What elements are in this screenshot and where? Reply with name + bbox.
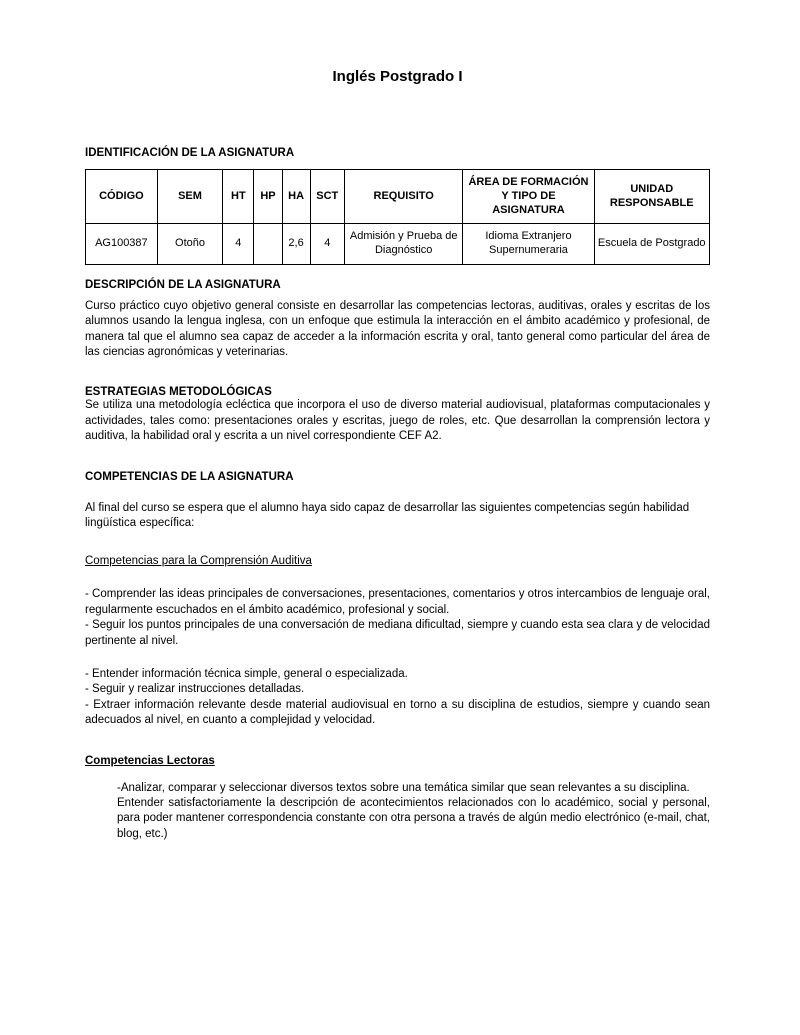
competencias-intro: Al final del curso se espera que el alumno haya sido capaz de desarrollar las siguientes competencias según habilidad lingüística específica: [85,501,690,529]
auditiva-bullets-group2 [85,667,710,729]
subheading-competencias-lectoras: Competencias Lectoras [85,754,215,767]
bullet-item: - Entender información técnica simple, general o especializada. [85,668,408,681]
cell-codigo: AG100387 [86,224,158,265]
bullet-item: - Seguir los puntos principales de una conversación de mediana dificultad, siempre y cuando esta sea clara y de velocidad pertinente al nivel. [85,619,710,647]
table-row [86,224,710,265]
heading-descripcion: DESCRIPCIÓN DE LA ASIGNATURA [85,278,281,291]
header-cell-ha: HA [282,170,310,224]
course-identification-table [85,169,710,265]
header-cell-codigo: CÓDIGO [86,170,158,224]
header-cell-sem: SEM [157,170,223,224]
header-cell-area: ÁREA DE FORMACIÓN Y TIPO DE ASIGNATURA [463,170,594,224]
table-header-row [86,170,710,224]
bullet-item: - Extraer información relevante desde material audiovisual en torno a su disciplina de estudios, siempre y cuando sean adecuados al nivel, en cuanto a complejidad y velocidad. [85,698,710,727]
heading-estrategias: ESTRATEGIAS METODOLÓGICAS [85,386,272,399]
lectoras-items [117,781,710,843]
header-cell-ht: HT [223,170,254,224]
header-cell-unidad: UNIDAD RESPONSABLE [594,170,710,224]
cell-area: Idioma Extranjero Supernumeraria [463,224,594,265]
lectoras-item: Entender satisfactoriamente la descripción de acontecimientos relacionados con lo académico, social y personal, para poder mantener correspondencia constante con otra persona a través de algún medio electrónico (e-mail, chat, blog, etc.) [117,797,710,840]
cell-ha: 2,6 [282,224,310,265]
auditiva-bullets-group1 [85,587,710,649]
cell-hp [254,224,282,265]
page-title: Inglés Postgrado I [332,68,463,85]
heading-identificacion: IDENTIFICACIÓN DE LA ASIGNATURA [85,147,295,159]
bullet-item: - Seguir y realizar instrucciones detalladas. [85,683,305,696]
cell-requisito: Admisión y Prueba de Diagnóstico [344,224,463,265]
heading-competencias: COMPETENCIAS DE LA ASIGNATURA [85,470,294,483]
header-cell-hp: HP [254,170,282,224]
cell-sem: Otoño [157,224,223,265]
subheading-comprension-auditiva: Competencias para la Comprensión Auditiva [85,555,312,568]
lectoras-item: -Analizar, comparar y seleccionar diversos textos sobre una temática similar que sean relevantes a su disciplina. [117,781,690,794]
header-cell-requisito: REQUISITO [344,170,463,224]
cell-sct: 4 [310,224,344,265]
header-cell-sct: SCT [310,170,344,224]
descripcion-paragraph: Curso práctico cuyo objetivo general consiste en desarrollar las competencias lectoras, auditivas, orales y escritas de los alumnos usando la lengua inglesa, con un enfoque que estimula la interacción en el ámbito académico y profesional, de manera tal que el alumno sea capaz de acceder a la información escrita y oral, tanto general como particular del área de las ciencias agronómicas y veterinarias. [85,299,710,358]
cell-unidad: Escuela de Postgrado [594,224,710,265]
bullet-item: - Comprender las ideas principales de conversaciones, presentaciones, comentarios y otros intercambios de lenguaje oral, regularmente escuchados en el ámbito académico, profesional y social. [85,588,710,616]
estrategias-paragraph: Se utiliza una metodología ecléctica que incorpora el uso de diverso material audiovisual, plataformas computacionales y actividades, tales como: presentaciones orales y escritas, juego de roles, etc. Que desarrollan la comprensión lectora y auditiva, la habilidad oral y escrita a un nivel correspondiente CEF A2. [85,399,710,443]
cell-ht: 4 [223,224,254,265]
